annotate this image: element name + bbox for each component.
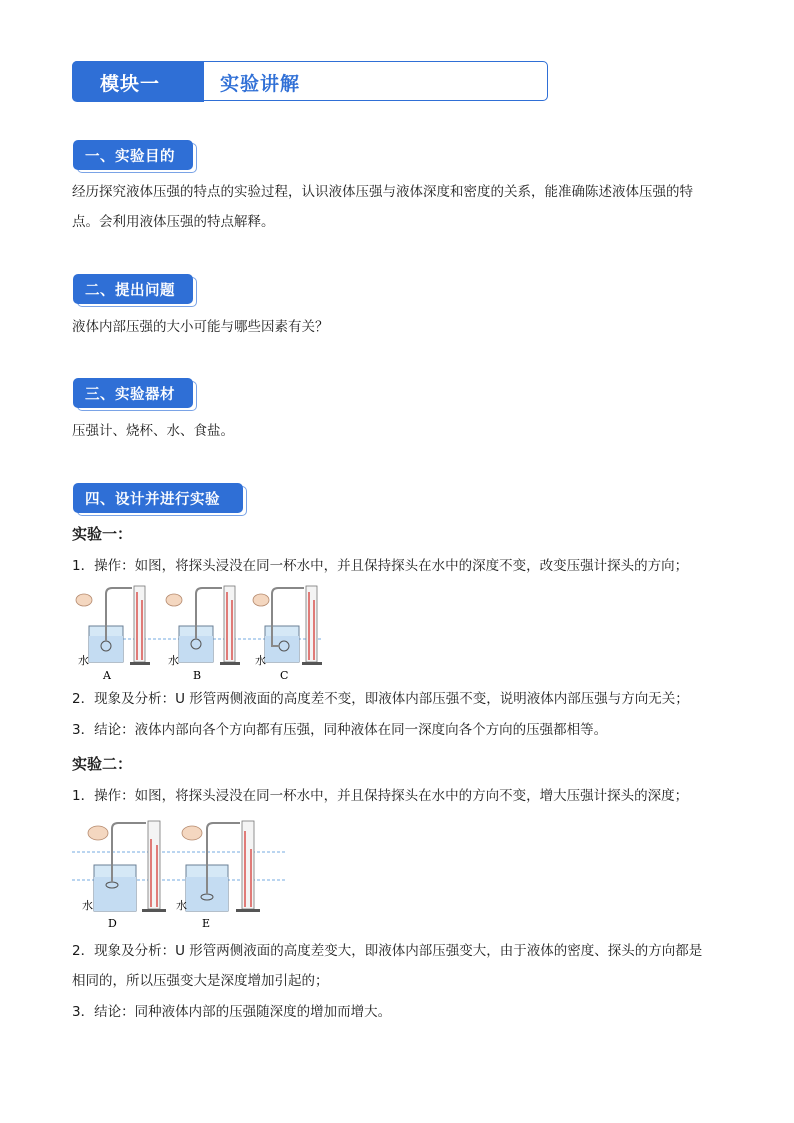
equipment-text: 压强计、烧杯、水、食盐。 <box>72 423 234 439</box>
figure-label-e: E <box>202 917 211 930</box>
u-tube-frame <box>134 586 145 662</box>
figure-label-a: A <box>103 669 111 682</box>
experiment-2-title: 实验二： <box>72 755 133 773</box>
purpose-text-line2: 点。会利用液体压强的特点解释。 <box>72 214 275 230</box>
figure-label-b: B <box>193 669 202 682</box>
experiment-1-step2: 2．现象及分析：U 形管两侧液面的高度差不变，即液体内部压强不变，说明液体内部压强与方向无关； <box>72 691 689 707</box>
water-label: 水 <box>255 654 266 667</box>
figure-label-d: D <box>108 917 117 930</box>
water-icon <box>265 636 299 662</box>
section-title: 一、实验目的 <box>85 149 175 165</box>
hand-icon <box>76 594 92 606</box>
gauge-base <box>130 662 150 665</box>
section-title: 四、设计并进行实验 <box>85 492 220 508</box>
gauge-base <box>142 909 166 912</box>
section-title: 二、提出问题 <box>85 283 175 299</box>
water-label: 水 <box>168 654 179 667</box>
experiment-1-figure <box>72 582 332 682</box>
apparatus-d <box>88 821 166 912</box>
experiment-2-step3: 3．结论：同种液体内部的压强随深度的增加而增大。 <box>72 1004 392 1020</box>
section-header-equipment <box>73 378 193 408</box>
water-label: 水 <box>82 899 93 912</box>
experiment-2-step2-line1: 2．现象及分析：U 形管两侧液面的高度差变大，即液体内部压强变大，由于液体的密度、探头的方向都是 <box>72 943 703 959</box>
experiment-2-step1: 1．操作：如图，将探头浸没在同一杯水中，并且保持探头在水中的方向不变，增大压强计探头的深度； <box>72 788 689 804</box>
experiment-1-step3: 3．结论：液体内部向各个方向都有压强，同种液体在同一深度向各个方向的压强都相等。 <box>72 722 608 738</box>
apparatus-e <box>182 821 260 912</box>
u-tube-frame <box>224 586 235 662</box>
module-number: 模块一 <box>100 73 161 95</box>
gauge-base <box>302 662 322 665</box>
figure-label-c: C <box>280 669 289 682</box>
module-banner <box>72 61 548 101</box>
water-label: 水 <box>176 899 187 912</box>
gauge-base <box>236 909 260 912</box>
module-title: 实验讲解 <box>220 73 301 95</box>
hand-icon <box>166 594 182 606</box>
u-tube-frame <box>306 586 317 662</box>
experiment-2-step2-line2: 相同的，所以压强变大是深度增加引起的； <box>72 973 329 989</box>
gauge-base <box>220 662 240 665</box>
purpose-text-line1: 经历探究液体压强的特点的实验过程，认识液体压强与液体深度和密度的关系，能准确陈述液体压强的特 <box>72 184 693 200</box>
experiment-1-step1: 1．操作：如图，将探头浸没在同一杯水中，并且保持探头在水中的深度不变，改变压强计探头的方向； <box>72 558 689 574</box>
section-header-question <box>73 274 193 304</box>
experiment-2-figure <box>72 815 292 935</box>
u-tube-frame <box>148 821 160 909</box>
question-text: 液体内部压强的大小可能与哪些因素有关？ <box>72 319 329 335</box>
water-label: 水 <box>78 654 89 667</box>
section-title: 三、实验器材 <box>85 387 175 403</box>
section-header-experiment <box>73 483 243 513</box>
hand-icon <box>88 826 108 840</box>
hand-icon <box>182 826 202 840</box>
experiment-1-title: 实验一： <box>72 525 133 543</box>
section-header-purpose <box>73 140 193 170</box>
u-tube-frame <box>242 821 254 909</box>
hand-icon <box>253 594 269 606</box>
